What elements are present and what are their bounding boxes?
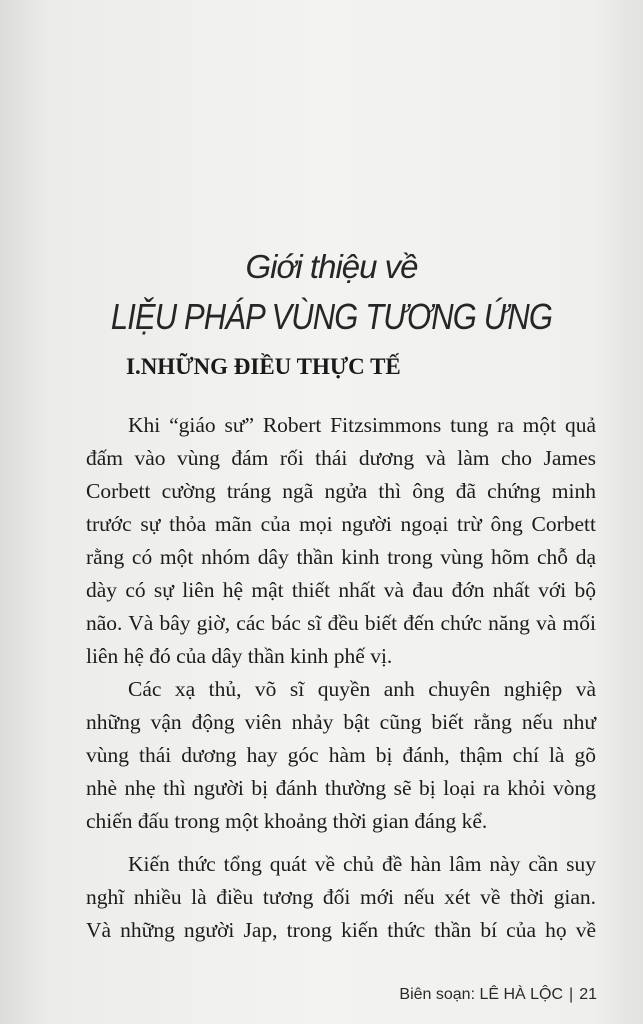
text-line: rằng có một nhóm dây thần kinh trong vùng hõm chỗ dạ xyxy=(86,545,596,569)
text-line: nhè nhẹ thì người bị đánh thường sẽ bị loại ra khỏi vòng xyxy=(86,776,596,800)
text-line: Và những người Jap, trong kiến thức thần bí của họ về xyxy=(86,918,596,942)
text-line: Corbett cường tráng ngã ngửa thì ông đã chứng minh xyxy=(86,479,596,503)
text-line: não. Và bây giờ, các bác sĩ đều biết đến chức năng và mối xyxy=(86,611,596,635)
footer-separator: | xyxy=(569,986,574,1003)
text-line: những vận động viên nhảy bật cũng biết rằng nếu như xyxy=(86,710,596,734)
page-footer xyxy=(399,986,597,1004)
section-heading: I.NHỮNG ĐIỀU THỰC TẾ xyxy=(126,354,401,379)
text-line: vùng thái dương hay góc hàm bị đánh, thậm chí là gõ xyxy=(86,743,596,767)
paragraph-1 xyxy=(86,409,596,673)
paragraph-2 xyxy=(86,673,596,838)
paragraph-3 xyxy=(86,848,596,947)
text-line: chiến đấu trong một khoảng thời gian đáng kể. xyxy=(86,809,488,833)
text-line: trước sự thỏa mãn của mọi người ngoại trừ ông Corbett xyxy=(86,512,596,536)
text-line: dày có sự liên hệ mật thiết nhất và đau đớn nhất với bộ xyxy=(86,578,596,602)
text-line: nghĩ nhiều là điều tương đối mới nếu xét về thời gian. xyxy=(86,885,596,909)
chapter-title-line2: LIỆU PHÁP VÙNG TƯƠNG ỨNG xyxy=(110,296,553,337)
chapter-title-line1: Giới thiệu về xyxy=(245,248,418,285)
text-line: Kiến thức tổng quát về chủ đề hàn lâm này cần suy xyxy=(128,852,596,876)
text-line: Các xạ thủ, võ sĩ quyền anh chuyên nghiệp và xyxy=(128,677,596,701)
page-number: 21 xyxy=(579,986,597,1003)
text-line: Khi “giáo sư” Robert Fitzsimmons tung ra một quả xyxy=(128,413,596,437)
text-line: liên hệ đó của dây thần kinh phế vị. xyxy=(86,644,393,668)
author-credit: Biên soạn: LÊ HÀ LỘC xyxy=(399,986,564,1003)
body-text xyxy=(86,409,596,947)
text-line: đấm vào vùng đám rối thái dương và làm cho James xyxy=(86,446,596,470)
